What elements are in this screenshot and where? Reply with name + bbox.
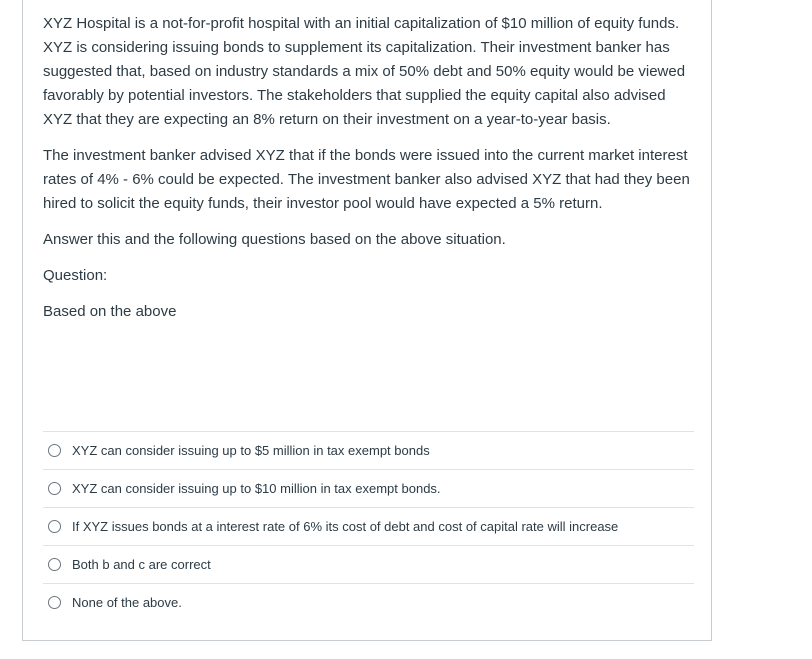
answer-option-b[interactable]	[43, 469, 694, 507]
answer-label-a: XYZ can consider issuing up to $5 million in tax exempt bonds	[72, 443, 430, 458]
radio-button-b[interactable]	[48, 482, 61, 495]
question-prompt: Based on the above	[43, 303, 177, 320]
question-heading: Question:	[43, 267, 108, 284]
radio-button-e[interactable]	[48, 596, 61, 609]
question-card	[22, 0, 712, 641]
radio-button-d[interactable]	[48, 558, 61, 571]
answer-list	[43, 431, 694, 621]
answer-label-d: Both b and c are correct	[72, 557, 211, 572]
answer-label-c: If XYZ issues bonds at a interest rate of 6% its cost of debt and cost of capital rate will increase	[72, 519, 619, 534]
question-text	[43, 12, 695, 336]
answer-label-e: None of the above.	[72, 595, 182, 610]
answer-option-e[interactable]	[43, 583, 694, 621]
question-paragraph-1: XYZ Hospital is a not-for-profit hospital with an initial capitalization of $10 million of equity funds. XYZ is considering issuing bonds to supplement its capitalization. Their investment banker has suggested that, based on industry standards a mix of 50% debt and 50% equity would be viewed favorably by potential investors. The stakeholders that supplied the equity capital also advised XYZ that they are expecting an 8% return on their investment on a year-to-year basis.	[43, 15, 686, 128]
answer-option-a[interactable]	[43, 431, 694, 469]
question-instruction: Answer this and the following questions based on the above situation.	[43, 231, 506, 248]
answer-label-b: XYZ can consider issuing up to $10 million in tax exempt bonds.	[72, 481, 441, 496]
answer-option-d[interactable]	[43, 545, 694, 583]
answer-option-c[interactable]	[43, 507, 694, 545]
radio-button-c[interactable]	[48, 520, 61, 533]
radio-button-a[interactable]	[48, 444, 61, 457]
question-paragraph-2: The investment banker advised XYZ that if the bonds were issued into the current market interest rates of 4% - 6% could be expected. The investment banker also advised XYZ that had they been hired to solicit the equity funds, their investor pool would have expected a 5% return.	[43, 147, 690, 212]
